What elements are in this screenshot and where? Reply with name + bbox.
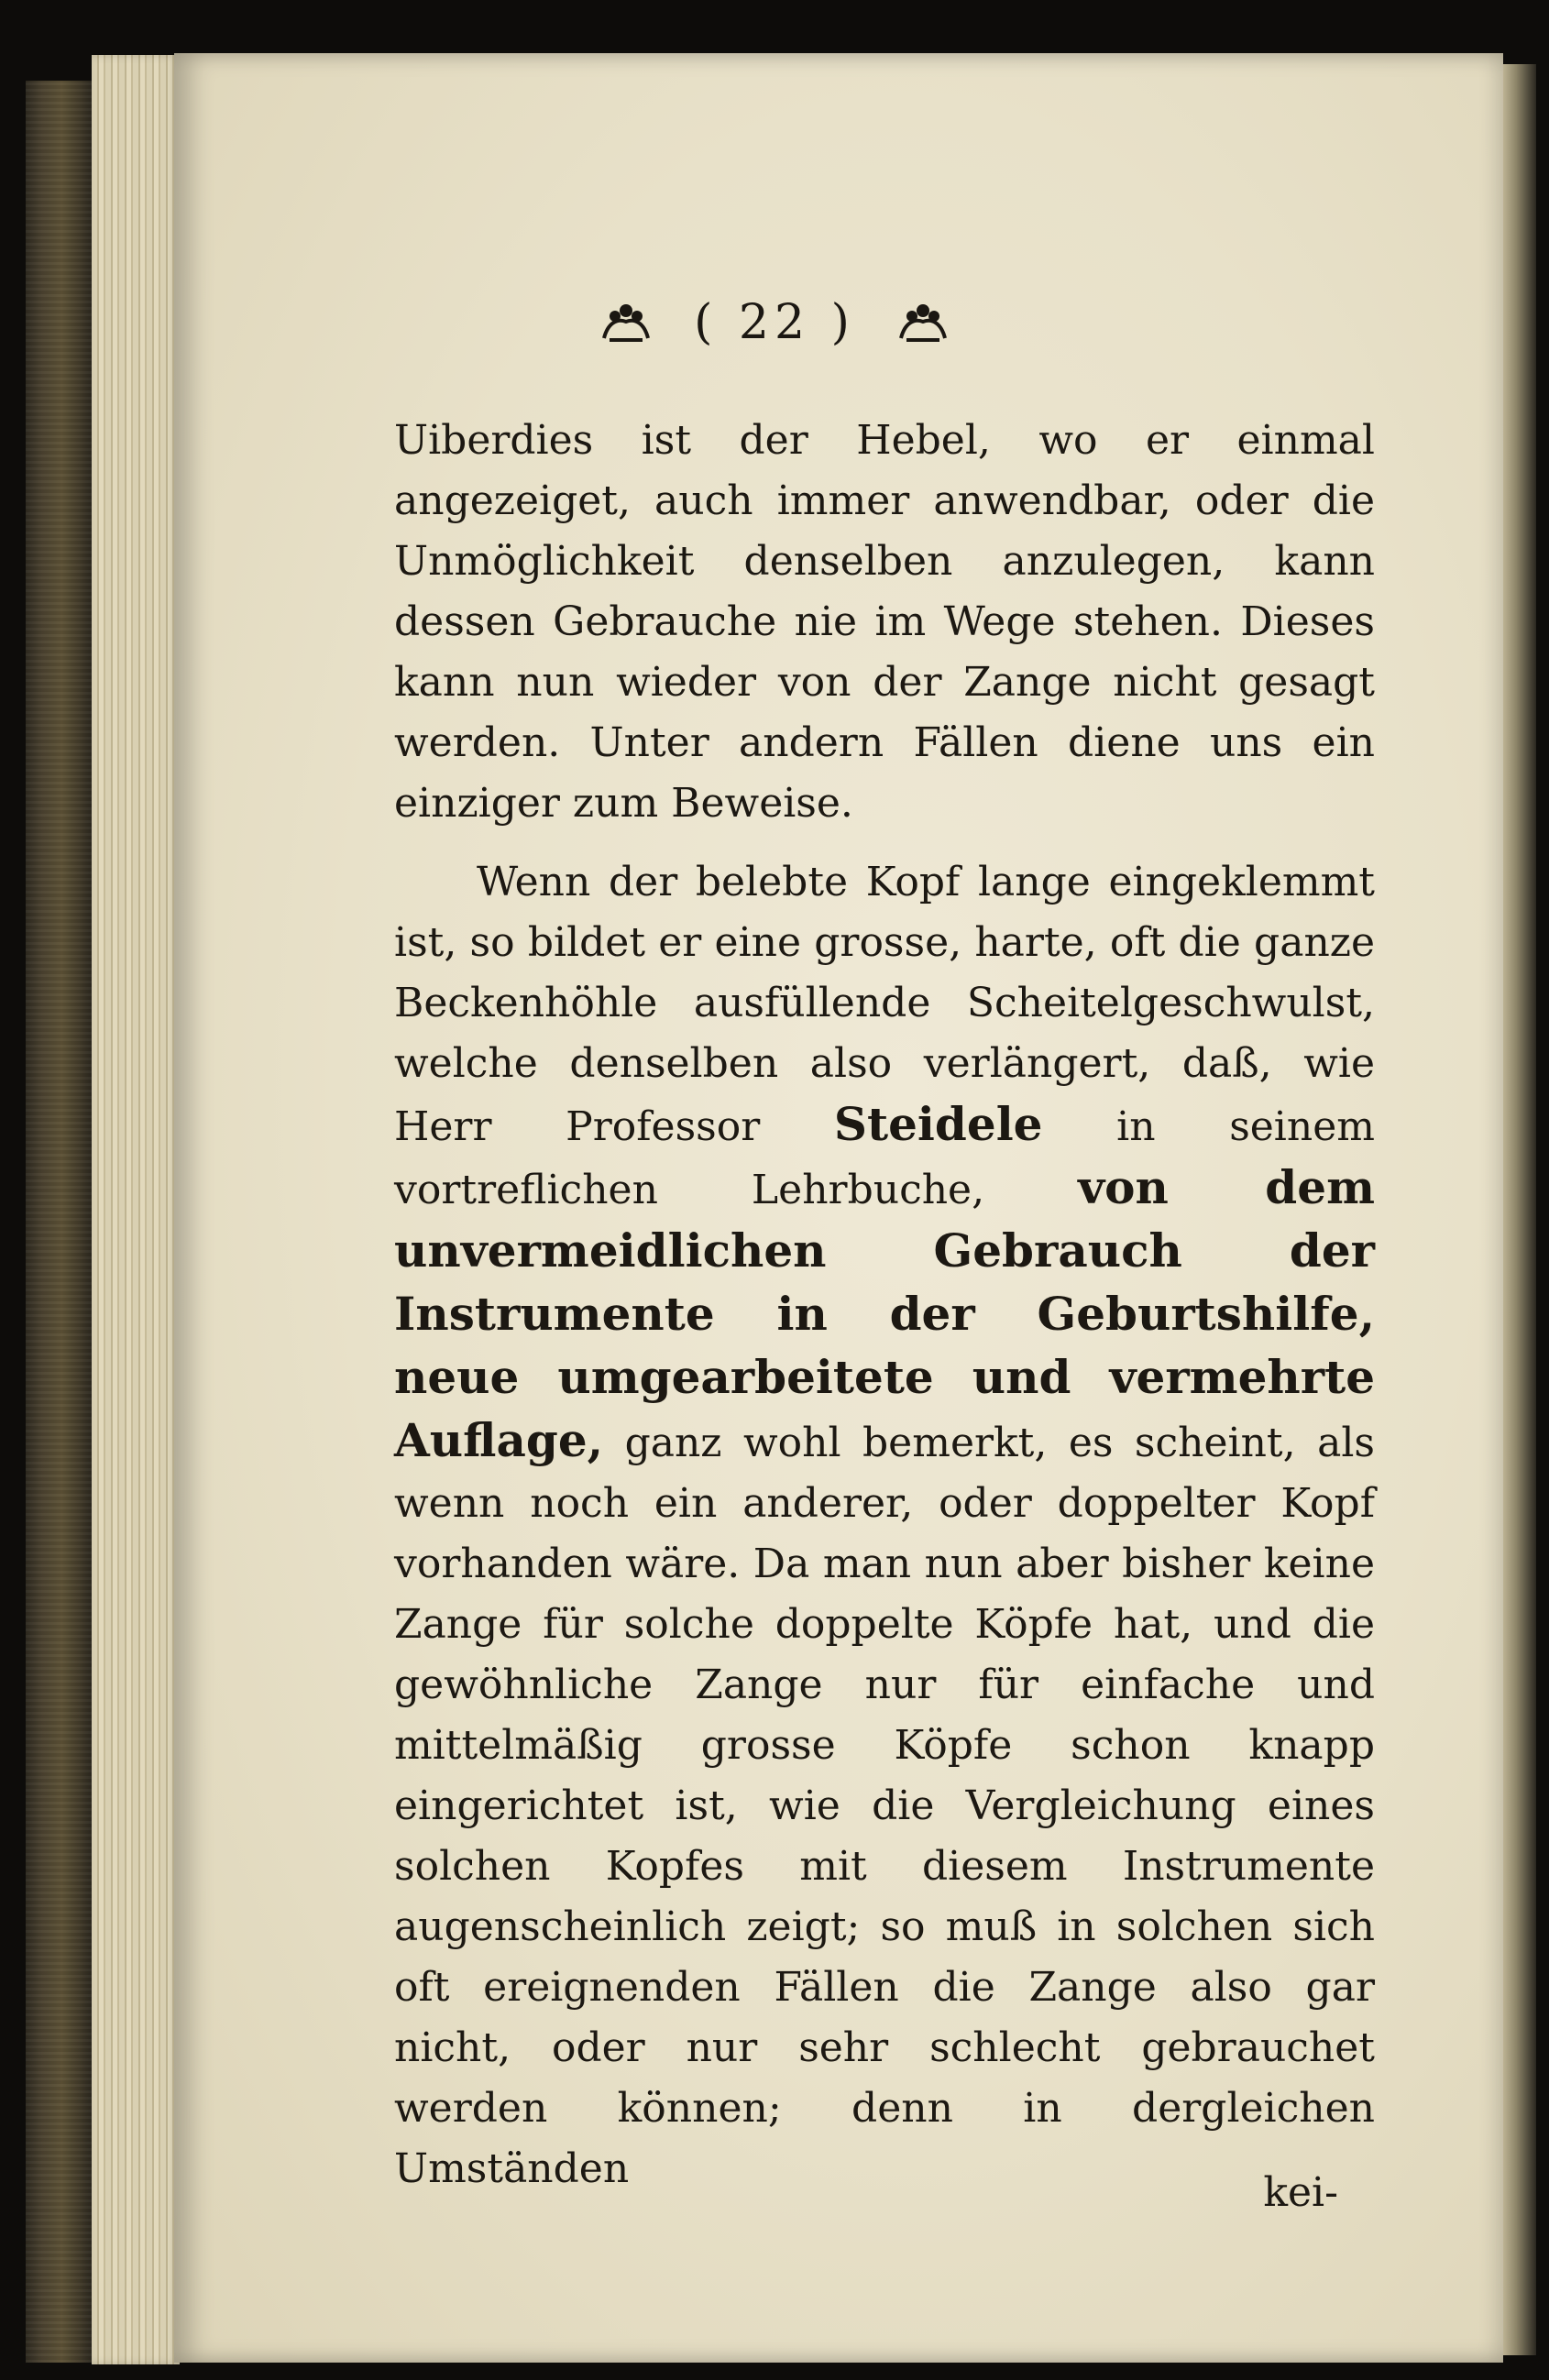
paragraph-2-text: ganz wohl bemerkt, es scheint, als wenn noch ein anderer, oder doppelter Kopf vorhanden wäre. Da man nun aber bisher keine Zange für solche doppelte Köpfe hat, und die gewöhnliche Zange nur für einfache und mittelmäßig grosse Köpfe schon knapp eingerichtet ist, wie die Vergleichung eines solchen Kopfes mit diesem Instrumente augenscheinlich zeigt; so muß in solchen sich oft ereignenden Fällen die Zange also gar nicht, oder nur sehr schlecht gebrauchet werden können; denn in dergleichen Umständen xyxy=(394,1420,1375,2192)
author-name: Steidele xyxy=(833,1097,1043,1151)
page-header xyxy=(0,291,1549,350)
floral-ornament-icon xyxy=(599,302,654,344)
page-stack-edges xyxy=(92,55,180,2364)
catchword: kei- xyxy=(1263,2169,1338,2216)
paragraph-2-text: in seinem vortreflichen Lehrbuche, xyxy=(394,1103,1375,1213)
next-page-edge xyxy=(1503,64,1536,2355)
book-cover-edge xyxy=(26,81,92,2363)
book-title: von dem unvermeidlichen Gebrauch der Instrumente in der Geburtshilfe, neue umgearbeitete und vermehrte Auflage, xyxy=(394,1160,1375,1467)
floral-ornament-icon xyxy=(895,302,950,344)
paragraph-2 xyxy=(394,852,1375,2199)
paragraph-2-text: Wenn der belebte Kopf lange eingeklemmt ist, so bildet er eine grosse, harte, oft die ganze Beckenhöhle ausfüllende Scheitelgeschwulst, welche denselben also verlängert, daß, wie Herr Professor xyxy=(394,859,1375,1150)
page-number: ( 22 ) xyxy=(694,294,855,350)
paragraph-1: Uiberdies ist der Hebel, wo er einmal angezeiget, auch immer anwendbar, oder die Unmöglichkeit denselben anzulegen, kann dessen Gebrauche nie im Wege stehen. Dieses kann nun wieder von der Zange nicht gesagt werden. Unter andern Fällen diene uns ein einziger zum Beweise. xyxy=(394,417,1375,827)
